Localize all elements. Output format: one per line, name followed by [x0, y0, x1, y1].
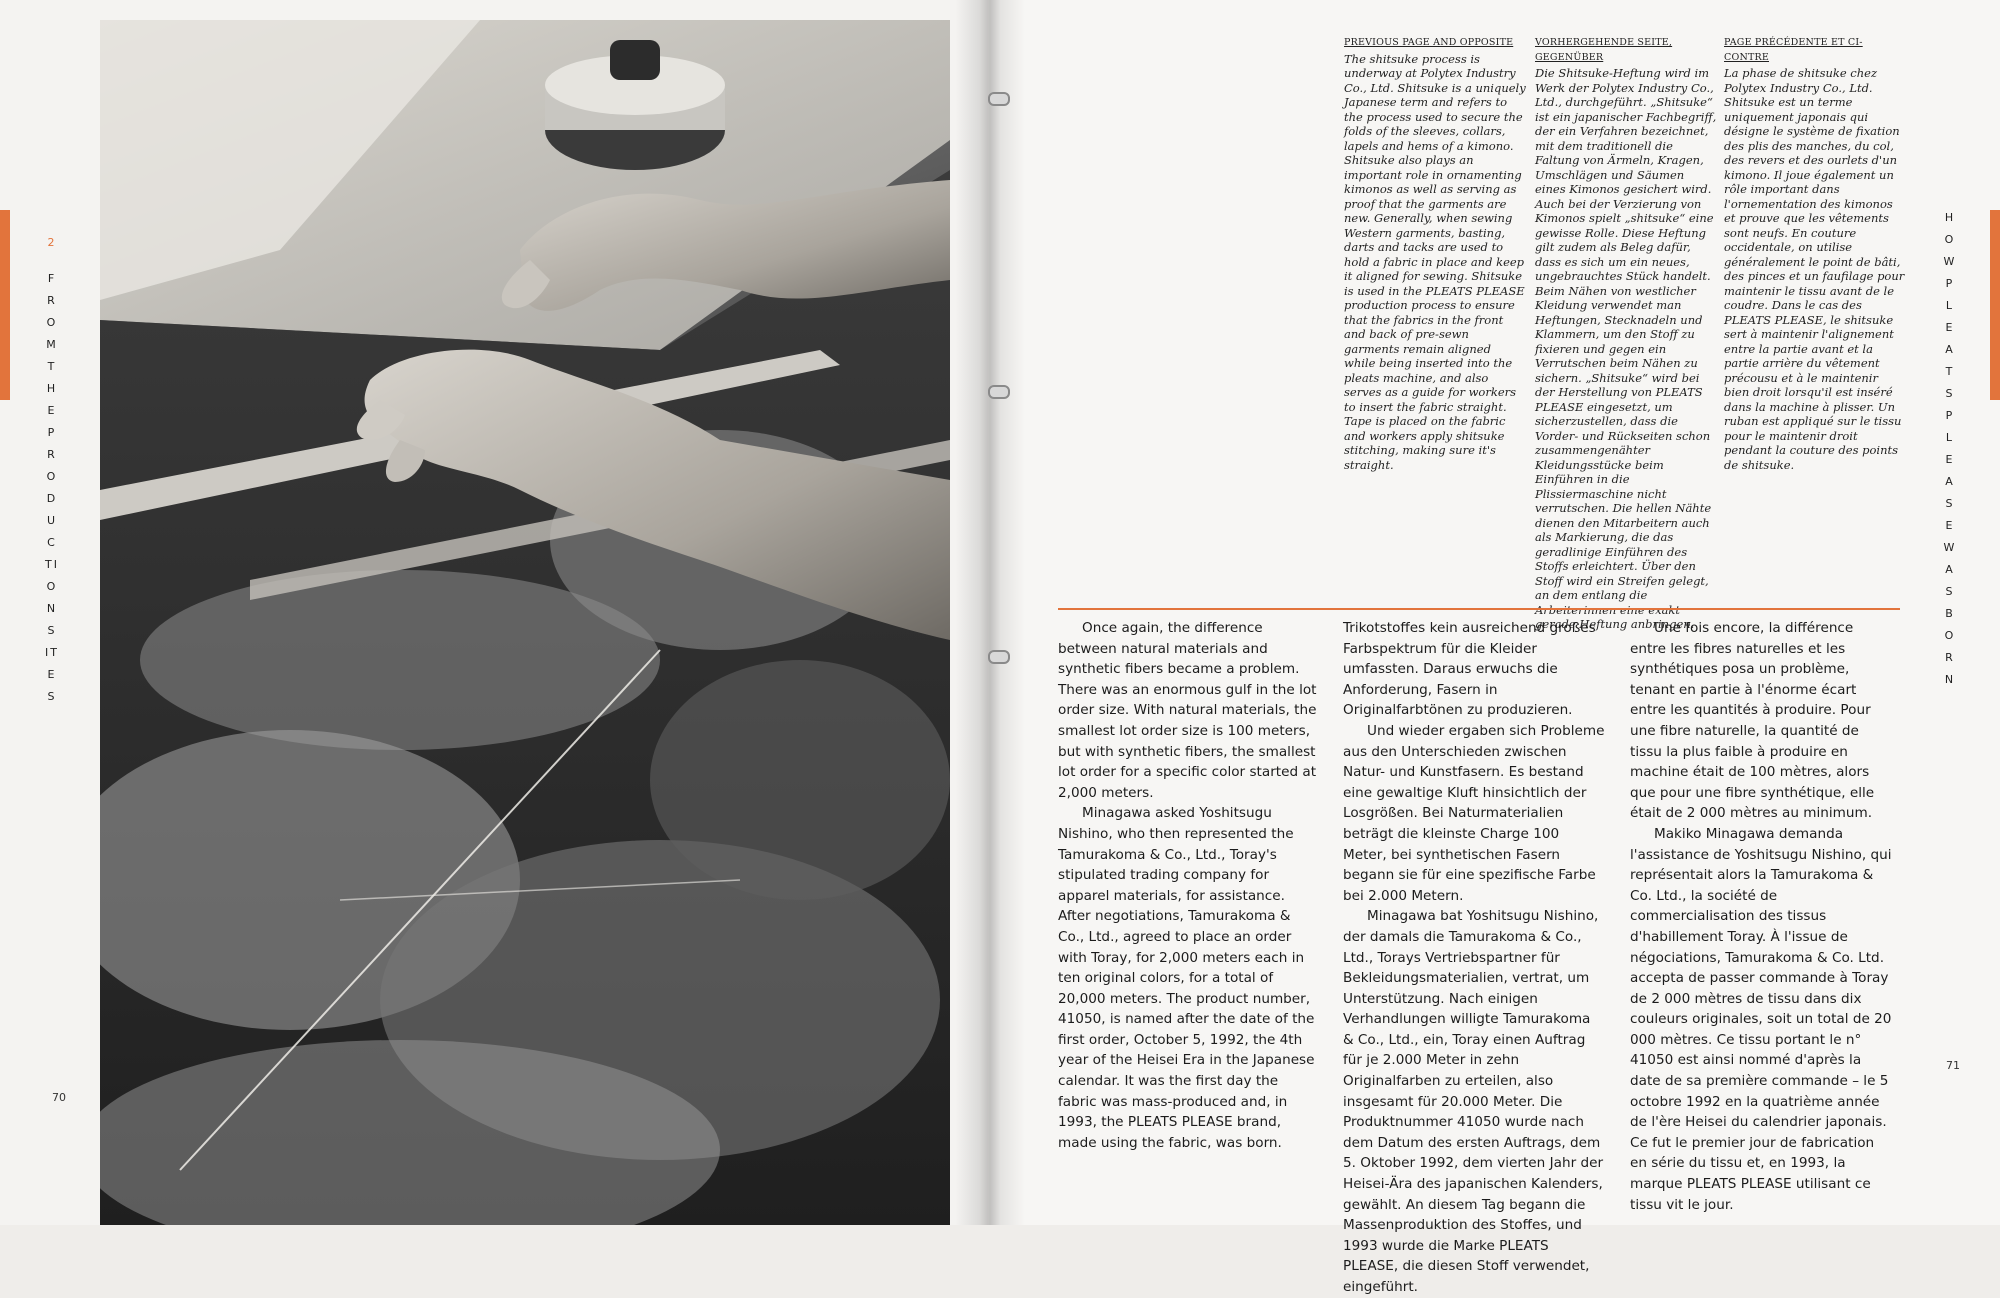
caption-heading-de: VORHERGEHENDE SEITE, GEGENÜBER: [1535, 37, 1673, 63]
caption-heading-en: PREVIOUS PAGE AND OPPOSITE: [1344, 37, 1514, 48]
caption-text-fr: La phase de shitsuke chez Polytex Industry Co., Ltd. Shitsuke est un terme uniquement japonais qui désigne le système de fixation des plis des manches, du col, des revers et des ourlets d'un kimono. Il joue également un rôle important dans l'ornementation des kimonos et prouve que les vêtements sont neufs. En couture occidentale, on utilise généralement le point de bâti, des pinces et un faufilage pour maintenir le tissu avant de le coudre. Dans le cas des PLEATS PLEASE, le shitsuke sert à maintenir l'alignement entre la partie avant et la partie arrière du vêtement précousu et à le maintenir bien droit lorsqu'il est inséré dans la machine à plisser. Un ruban est appliqué sur le tissu pour le maintenir droit pendant la couture des points de shitsuke.: [1724, 66, 1905, 472]
paragraph: Und wieder ergaben sich Probleme aus den Unterschieden zwischen Natur- und Kunstfasern. Es bestand eine gewaltige Kluft hinsichtlich der Losgrößen. Bei Naturmaterialien beträgt die kleinste Charge 100 Meter, bei synthetischen Fasern begann sie für eine spezifische Farbe bei 2.000 Metern.: [1343, 722, 1605, 904]
caption-text-en: The shitsuke process is underway at Polytex Industry Co., Ltd. Shitsuke is a uniquely Japanese term and refers to the process used to secure the folds of the sleeves, collars, lapels and hems of a kimono. Shitsuke also plays an important role in ornamenting kimonos as well as serving as proof that the garments are new. Generally, when sewing Western garments, basting, darts and tacks are used to hold a fabric in place and keep it aligned for sewing. Shitsuke is used in the PLEATS PLEASE production process to ensure that the fabrics in the front and back of pre-sewn garments remain aligned while being inserted into the pleats machine, and also serves as a guide for workers to insert the fabric straight. Tape is placed on the fabric and workers apply shitsuke stitching, making sure it's straight.: [1344, 51, 1526, 472]
section-divider-rule: [1058, 608, 1900, 610]
photo-illustration: [100, 20, 950, 1225]
paragraph: Trikotstoffes kein ausreichend großes Farbspektrum für die Kleider umfassten. Daraus erwuchs die Anforderung, Fasern in Originalfarbtönen zu produzieren.: [1343, 620, 1596, 719]
caption-en: [1344, 36, 1526, 472]
section-running-head: [45, 232, 59, 708]
caption-de: [1535, 36, 1717, 632]
page-number-right: 71: [1946, 1059, 1960, 1072]
paragraph: Minagawa asked Yoshitsugu Nishino, who then represented the Tamurakoma & Co., Ltd., Toray's stipulated trading company for apparel materials, for assistance. After negotiations, Tamurakoma & Co., Ltd., agreed to place an order with Toray, for 2,000 meters each in ten original colors, for a total of 20,000 meters. The product number, 41050, is named after the date of the first order, October 5, 1992, the 4th year of the Heisei Era in the Japanese calendar. It was the first day the fabric was mass-produced and, in 1993, the PLEATS PLEASE brand, made using the fabric, was born.: [1058, 805, 1315, 1151]
section-tab-marker: [0, 210, 10, 400]
body-column-fr: [1630, 618, 1892, 1215]
caption-text-de: Die Shitsuke-Heftung wird im Werk der Polytex Industry Co., Ltd., durchgeführt. „Shitsuke“ ist ein japanischer Fachbegriff, der ein Verfahren bezeichnet, mit dem traditionell die Faltung von Ärmeln, Kragen, Umschlägen und Säumen eines Kimonos gesichert wird. Auch bei der Verzierung von Kimonos spielt „shitsuke“ eine gewisse Rolle. Diese Heftung gilt zudem als Beleg dafür, dass es sich um ein neues, ungebrauchtes Stück handelt. Beim Nähen von westlicher Kleidung verwendet man Heftungen, Stecknadeln und Klammern, um den Stoff zu fixieren und gegen ein Verrutschen beim Nähen zu sichern. „Shitsuke“ wird bei der Herstellung von PLEATS PLEASE eingesetzt, um sicherzustellen, dass die Vorder- und Rückseiten schon zusammengenähter Kleidungsstücke beim Einführen in die Plissiermaschine nicht verrutschen. Die hellen Nähte dienen den Mitarbeitern auch als Markierung, die das geradlinige Einführen des Stoffs erleichtert. Über den Stoff wird ein Streifen gelegt, an dem entlang die gerade Heftung anbringen.: [1535, 66, 1717, 631]
caption-fr: [1724, 36, 1906, 472]
section-title-vertical: FROM THE PRODUCTION SITES: [45, 272, 59, 703]
section-tab-marker-right: [1990, 210, 2000, 400]
binding-ring-1: [988, 92, 1010, 106]
body-column-de: [1343, 618, 1605, 1298]
paragraph: Makiko Minagawa demanda l'assistance de Yoshitsugu Nishino, qui représentait alors la Tamurakoma & Co. Ltd., la société de commercialisation des tissus d'habillement Toray. À l'issue de négociations, Tamurakoma & Co. Ltd. accepta de passer commande à Toray de 2 000 mètres de tissu dans dix couleurs originales, soit un total de 20 000 mètres. Ce tissu portant le n° 41050 est ainsi nommé d'après la date de sa première commande – le 5 octobre 1992 en la quatrième année de l'ère Heisei du calendrier japonais. Ce fut le premier jour de fabrication en série du tissu et, en 1993, la marque PLEATS PLEASE utilisant ce tissu vit le jour.: [1630, 825, 1892, 1213]
paragraph: Minagawa bat Yoshitsugu Nishino, der damals die Tamurakoma & Co., Ltd., Torays Vertriebspartner für Bekleidungsmaterialien, vertrat, um Unterstützung. Nach einigen Verhandlungen willigte Tamurakoma & Co., Ltd., ein, Toray einen Auftrag für je 2.000 Meter in zehn Originalfarben zu erteilen, also insgesamt für 20.000 Meter. Die Produktnummer 41050 wurde nach dem Datum des ersten Auftrags, dem 5. Oktober 1992, dem vierten Jahr der Heisei-Ära des japanischen Kalenders, gewählt. An diesem Tag begann die Massenproduktion des Stoffes, und 1993 wurde die Marke PLEATS PLEASE, die diesen Stoff verwendet, eingeführt.: [1343, 908, 1604, 1295]
section-number: 2: [47, 236, 57, 249]
paragraph: Once again, the difference between natural materials and synthetic fibers became a problem. There was an enormous gulf in the lot order size. With natural materials, the smallest lot order size is 100 meters, but with synthetic fibers, the smallest lot order for a specific color started at 2,000 meters.: [1058, 620, 1317, 801]
photo-hands-shitsuke-stitching: [100, 20, 950, 1225]
left-page: [0, 0, 988, 1225]
section-running-head-right: HOW PLEATS PLEASE WAS BORN: [1943, 211, 1957, 686]
page-number-left: 70: [52, 1091, 66, 1104]
body-column-en: [1058, 618, 1320, 1153]
paragraph: Une fois encore, la différence entre les fibres naturelles et les synthétiques posa un problème, tenant en partie à l'énorme écart entre les quantités à produire. Pour une fibre naturelle, la quantité de tissu la plus faible à produire en machine était de 100 mètres, alors que pour une fibre synthétique, elle était de 2 000 mètres au minimum.: [1630, 620, 1875, 822]
caption-heading-fr: PAGE PRÉCÉDENTE ET CI-CONTRE: [1724, 37, 1863, 63]
binding-ring-2: [988, 385, 1010, 399]
binding-ring-3: [988, 650, 1010, 664]
